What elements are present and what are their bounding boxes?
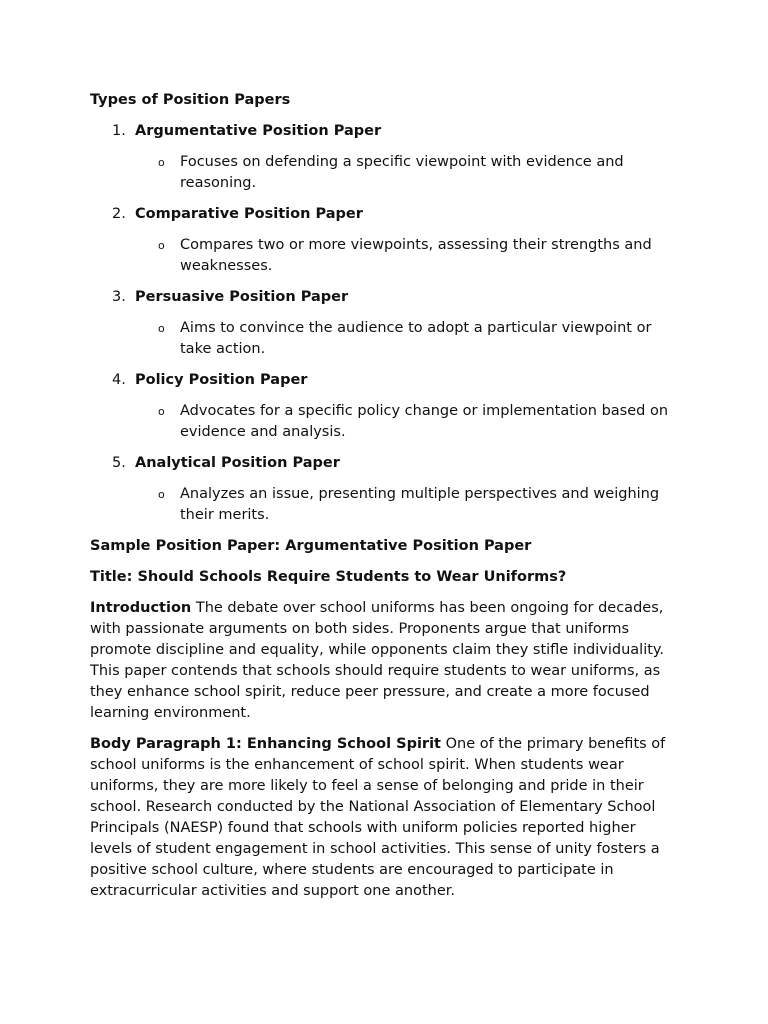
type-description: Analyzes an issue, presenting multiple perspectives and weighing their merits.: [180, 486, 660, 523]
introduction-label: Introduction: [90, 600, 192, 616]
sub-list: [90, 401, 680, 443]
type-description: Advocates for a specific policy change or implementation based on evidence and analysis.: [180, 403, 669, 440]
type-title: Argumentative Position Paper: [135, 123, 382, 139]
list-item: [90, 453, 680, 526]
type-title: Persuasive Position Paper: [135, 289, 349, 305]
type-title: Policy Position Paper: [135, 372, 308, 388]
sub-list-item: [90, 318, 680, 360]
sub-list-item: [90, 235, 680, 277]
paper-title: Title: Should Schools Require Students to Wear Uniforms?: [90, 569, 567, 585]
type-description: Focuses on defending a specific viewpoint with evidence and reasoning.: [180, 154, 624, 191]
sub-list: [90, 318, 680, 360]
list-item: [90, 204, 680, 277]
sub-list: [90, 235, 680, 277]
document-page: [90, 90, 680, 912]
type-title: Analytical Position Paper: [135, 455, 340, 471]
introduction-paragraph: [90, 598, 680, 724]
list-number: 5.: [112, 455, 126, 471]
position-paper-types-list: [90, 121, 680, 526]
sub-list-item: [90, 401, 680, 443]
bullet-icon: o: [158, 405, 165, 418]
body-paragraph-1-label: Body Paragraph 1: Enhancing School Spirit: [90, 736, 441, 752]
bullet-icon: o: [158, 488, 165, 501]
body-paragraph-1: [90, 734, 680, 902]
section-heading: Types of Position Papers: [90, 92, 291, 108]
list-number: 2.: [112, 206, 126, 222]
type-description: Aims to convince the audience to adopt a particular viewpoint or take action.: [180, 320, 652, 357]
list-number: 3.: [112, 289, 126, 305]
list-number: 1.: [112, 123, 126, 139]
sub-list-item: [90, 152, 680, 194]
type-description: Compares two or more viewpoints, assessing their strengths and weaknesses.: [180, 237, 652, 274]
list-item: [90, 370, 680, 443]
bullet-icon: o: [158, 322, 165, 335]
body-paragraph-1-text: One of the primary benefits of school uniforms is the enhancement of school spirit. When students wear uniforms, they are more likely to feel a sense of belonging and pride in their school. Research conducted by the National Association of Elementary School Principals (NAESP) found that schools with uniform policies reported higher levels of student engagement in school activities. This sense of unity fosters a positive school culture, where students are encouraged to participate in extracurricular activities and support one another.: [90, 736, 666, 899]
sub-list-item: [90, 484, 680, 526]
bullet-icon: o: [158, 156, 165, 169]
type-title: Comparative Position Paper: [135, 206, 363, 222]
bullet-icon: o: [158, 239, 165, 252]
list-number: 4.: [112, 372, 126, 388]
sub-list: [90, 484, 680, 526]
sub-list: [90, 152, 680, 194]
list-item: [90, 287, 680, 360]
introduction-text: The debate over school uniforms has been ongoing for decades, with passionate arguments on both sides. Proponents argue that uniforms promote discipline and equality, while opponents claim they stifle individuality. This paper contends that schools should require students to wear uniforms, as they enhance school spirit, reduce peer pressure, and create a more focused learning environment.: [90, 600, 665, 721]
list-item: [90, 121, 680, 194]
sample-heading: Sample Position Paper: Argumentative Position Paper: [90, 538, 532, 554]
